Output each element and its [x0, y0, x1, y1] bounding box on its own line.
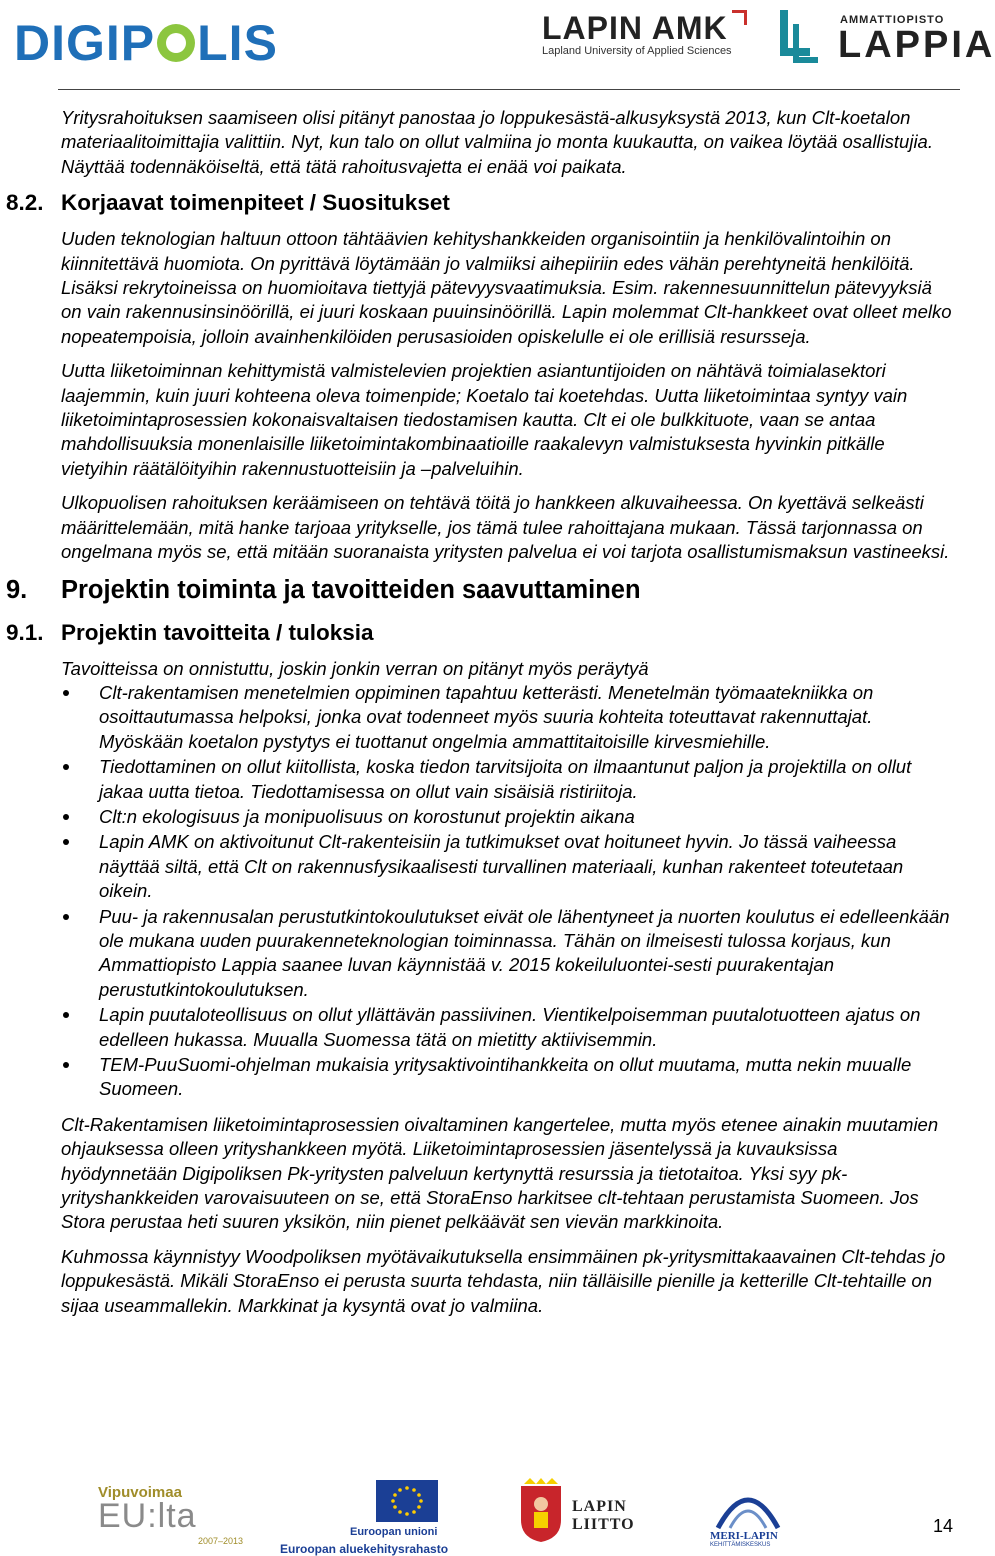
digipolis-logo-text-b: LIS	[197, 15, 278, 71]
list-item-text: Clt-rakentamisen menetelmien oppiminen tapahtuu ketterästi. Menetelmän työmaatekniikka on osoittautumassa helpoksi, jonka ovat todenneet myös suuria kohteita toteuttavat rakennuttajat. Myöskään koetalon pystytys ei tuottanut ongelmia ammattitaitoisille kirvesmiehille.	[99, 681, 874, 752]
list-item	[99, 905, 956, 1004]
list-item	[99, 755, 956, 805]
lappia-small-text: AMMATTIOPISTO	[840, 14, 945, 26]
section-number: 8.2.	[6, 190, 44, 216]
vipuvoimaa-text: Vipuvoimaa	[98, 1484, 182, 1501]
section-heading-9-1	[6, 619, 960, 647]
paragraph: Clt-Rakentamisen liiketoimintaprosessien oivaltaminen kangertelee, mutta myös etenee ainakin muutamien ohjauksessa olleen yrityshankkeen myötä. Liiketoimintaprosessien jäsentelyssä ja kuvauksissa hyödynnetään Digipoliksen Pk-yritysten palveluun kertynyttä resurssia ja tietotaitoa. Yksi syy pk-yrityshankkeiden varovaisuuteen on se, että StoraEnso harkitsee clt-tehtaan perustamista Suomeen. Jos Stora perustaa heti suuren yksikön, niin pienet pelkäävät sen vievän markkinoita.	[61, 1113, 939, 1233]
list-item	[99, 805, 956, 830]
paragraph: Uuden teknologian haltuun ottoon tähtäävien kehityshankkeiden organisointiin ja henkilövalintoihin on kiinnitettävä huomiota. On pyrittävä löytämään jo valmiiksi aihepiiriin edes vähän perehtyneitä henkilöitä. Lisäksi rekrytoineissa on huomioitava tiettyjä pätevyysvaatimuksia. Esim. rakennesuunnittelun pätevyyksiä on vain rakennusinsinöörillä, ei juuri koskaan puuinsinöörillä. Lapin molemmat Clt-hankkeet ovat olleet melko nopeatempoisia, jolloin avainhenkilöiden perusasioiden opiskelulle ei ole erillisiä resursseja.	[61, 228, 952, 347]
bullet-icon	[63, 1012, 69, 1018]
page-header	[0, 0, 995, 92]
bullet-icon	[63, 839, 69, 845]
meri-lapin-arc-icon	[708, 1482, 788, 1530]
meri-lapin-logo	[708, 1482, 788, 1550]
eu-line-2: Euroopan aluekehitysrahasto	[280, 1542, 449, 1556]
paragraph: Ulkopuolisen rahoituksen keräämiseen on tehtävä töitä jo hankkeen alkuvaiheessa. On kyettävä selkeästi määrittelemään, mitä hanke tarjoaa yritykselle, jos tämä tulee rahoittajana mukaan. Tässä tarjonnassa on ongelmana myös se, että mitään suoranaista yritysten palvelua ei voi tarjota osallistumismaksun vastineeksi.	[61, 492, 950, 563]
lappia-logo	[780, 6, 995, 76]
lapin-amk-name: LAPIN AMK	[542, 10, 728, 46]
lapin-liitto-shield-icon	[518, 1478, 564, 1544]
digipolis-logo	[14, 14, 278, 72]
meri-lapin-text: MERI-LAPIN	[710, 1530, 778, 1542]
bullet-icon	[63, 914, 69, 920]
list-item-text: Lapin AMK on aktivoitunut Clt-rakenteisiin ja tutkimukset ovat hoituneet hyvin. Jo tässä vaiheessa näyttää siltä, että Clt on rakennusfysikaalisesti turvallinen materiaali, kunhan rakenteet toteutetaan oikein.	[99, 831, 904, 902]
list-item	[99, 1003, 956, 1053]
list-item	[99, 830, 956, 904]
list-item-text: Lapin puutaloteollisuus on ollut yllättävän passiivinen. Vientikelpoisemman puutalotuotteen ajatus on edelleen hukassa. Muualla Suomessa tätä on mietitty aktiivisemmin.	[99, 1004, 921, 1050]
header-divider	[58, 89, 960, 90]
paragraph: Kuhmossa käynnistyy Woodpoliksen myötävaikutuksella ensimmäinen pk-yritysmittakaavainen Clt-tehdas jo loppukesästä. Mikäli StoraEnso ei perusta suurta tehdasta, niin tälläisille pienille ja ketterille Clt-tehtaille on sijaa useammallekin. Markkinat ja kysyntä ovat jo valmiina.	[61, 1245, 946, 1316]
list-item	[99, 1053, 956, 1103]
list-item-text: Clt:n ekologisuus ja monipuolisuus on korostunut projektin aikana	[99, 805, 635, 827]
list-item-text: Puu- ja rakennusalan perustutkintokoulutukset eivät ole lähentyneet ja nuorten koulutus ei edelleenkään ole mukana uuden puurakenneteknologian toiminnassa. Tähän on ilmeisesti tulossa korjaus, kun Ammattiopisto Lappia saanee luvan käynnistää v. 2015 kokeiluluontei-sesti puurakentajan perustutkintokoulutuksen.	[99, 905, 950, 1000]
vipuvoimaa-logo	[98, 1484, 248, 1544]
bullet-icon	[63, 764, 69, 770]
section-title: Projektin tavoitteita / tuloksia	[61, 619, 374, 645]
section-number: 9.1.	[6, 619, 44, 645]
document-body	[0, 106, 960, 1328]
vipuvoimaa-eu-text: EU:lta	[98, 1497, 197, 1535]
section-title: Projektin toiminta ja tavoitteiden saavuttaminen	[61, 575, 641, 604]
eu-logo	[280, 1480, 450, 1556]
digipolis-logo-o-icon	[157, 24, 195, 62]
eu-flag-icon	[376, 1480, 438, 1522]
intro-paragraph: Yritysrahoituksen saamiseen olisi pitänyt panostaa jo loppukesästä-alkusyksystä 2013, kun Clt-koetalon materiaalitoimittajia valittiin. Nyt, kun talo on ollut valmiina jo monta kuukautta, on vaikea löytää osallistujia. Näyttää todennäköiseltä, että tätä rahoitusvajetta ei enää voi paikata.	[61, 107, 933, 177]
list-item-text: Tiedottaminen on ollut kiitollista, koska tiedon tarvitsijoita on ilmaantunut paljon ja projektilla on ollut jakaa uutta tietoa. Tiedottamisessa on ollut vain sisäisiä ristiriitoja.	[99, 756, 912, 802]
section-number: 9.	[6, 575, 28, 604]
lappia-big-text: LAPPIA	[838, 24, 995, 66]
eu-line-1: Euroopan unioni	[350, 1526, 438, 1538]
bullet-icon	[63, 690, 69, 696]
vipuvoimaa-years: 2007–2013	[198, 1536, 244, 1546]
list-item	[99, 681, 956, 755]
page-footer	[0, 1470, 960, 1556]
lapin-amk-subtitle: Lapland University of Applied Sciences	[542, 45, 732, 57]
section-title: Korjaavat toimenpiteet / Suositukset	[61, 190, 450, 216]
page-number: 14	[933, 1516, 954, 1536]
bullet-list	[0, 681, 960, 1103]
list-item-text: TEM-PuuSuomi-ohjelman mukaisia yritysaktivointihankkeita on ollut muutama, mutta nekin muualle Suomeen.	[99, 1054, 912, 1100]
section-heading-8-2	[6, 189, 960, 217]
lapin-amk-logo	[542, 10, 752, 57]
meri-lapin-subtext: KEHITTÄMISKESKUS	[710, 1542, 771, 1548]
section-heading-9	[6, 575, 960, 605]
lappia-mark-icon	[780, 8, 820, 68]
bullet-icon	[63, 814, 69, 820]
lead-paragraph: Tavoitteissa on onnistuttu, joskin jonkin verran on pitänyt myös peräytyä	[61, 657, 649, 679]
lapin-amk-corner-icon	[732, 10, 747, 25]
bullet-icon	[63, 1062, 69, 1068]
lapin-liitto-text: LAPIN LIITTO	[572, 1498, 635, 1533]
paragraph: Uutta liiketoiminnan kehittymistä valmistelevien projektien asiantuntijoiden on nähtävä toimialasektori laajemmin, kuin juuri kohteena oleva toimenpide; Koetalo tai koetehdas. Uutta liiketoimintaa syntyy vain liiketoimintaprosessien kokonaisvaltaisen tiedostamisen kautta. Clt ei ole bulkkituote, vaan se antaa mahdollisuuksia monenlaisille liiketoimintakombinaatioille raakalevyn valmistuksesta hyvinkin pitkälle vietyihin räätälöityihin rakennustuotteisiin ja –palveluihin.	[61, 360, 908, 479]
digipolis-logo-text-a: DIGIP	[14, 15, 156, 71]
lapin-liitto-logo	[518, 1478, 688, 1548]
